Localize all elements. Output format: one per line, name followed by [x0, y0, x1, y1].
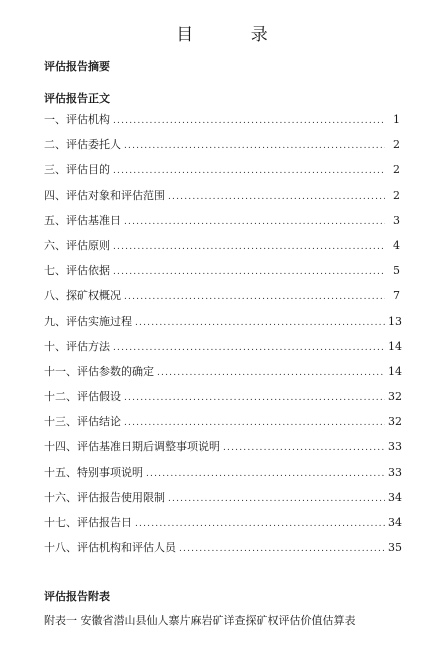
toc-entry[interactable] — [44, 137, 400, 162]
toc-entry-page: 7 — [393, 289, 400, 303]
dot-leader — [157, 365, 385, 381]
dot-leader — [113, 163, 385, 179]
toc-entry-label: 六、评估原则 — [44, 238, 110, 252]
toc-entry-label: 五、评估基准日 — [44, 213, 121, 227]
toc-entry-label: 十一、评估参数的确定 — [44, 364, 154, 378]
toc-entry-label: 三、评估目的 — [44, 163, 110, 177]
toc-entry-page: 1 — [393, 113, 400, 126]
main-heading: 评估报告正文 — [44, 92, 110, 105]
toc-entry-page: 32 — [388, 415, 402, 429]
toc-entry-label: 八、探矿权概况 — [44, 289, 121, 303]
toc-entry[interactable] — [44, 263, 400, 288]
toc-entry-page: 33 — [388, 465, 402, 479]
dot-leader — [124, 138, 385, 154]
toc-entry[interactable] — [44, 465, 400, 490]
dot-leader — [124, 214, 385, 230]
toc-entry-label: 十三、评估结论 — [44, 415, 121, 429]
appendix-item[interactable]: 附表一 安徽省潜山县仙人寨片麻岩矿详查探矿权评估价值估算表 — [44, 614, 356, 627]
toc-entry[interactable] — [44, 439, 400, 464]
toc-entry-page: 35 — [388, 541, 402, 555]
toc-entry[interactable] — [44, 288, 400, 313]
toc-entry-label: 十四、评估基准日期后调整事项说明 — [44, 440, 220, 454]
toc-entry-page: 2 — [393, 188, 400, 202]
toc-entry-label: 十二、评估假设 — [44, 390, 121, 404]
toc-entry-label: 十、评估方法 — [44, 339, 110, 353]
toc-entry[interactable] — [44, 389, 400, 414]
toc-entry-page: 33 — [388, 440, 402, 454]
toc-entry-label: 七、评估依据 — [44, 264, 110, 278]
toc-entry-page: 5 — [393, 264, 400, 278]
toc-entry[interactable] — [44, 188, 400, 213]
dot-leader — [135, 315, 385, 331]
toc-entry-page: 14 — [388, 339, 402, 353]
toc-entry-label: 九、评估实施过程 — [44, 314, 132, 328]
toc-entry-page: 14 — [388, 364, 402, 378]
toc-entry-page: 34 — [388, 516, 402, 529]
dot-leader — [124, 289, 385, 305]
appendix-heading: 评估报告附表 — [44, 590, 110, 603]
dot-leader — [113, 340, 385, 356]
toc-entry-page: 3 — [393, 213, 400, 227]
toc-entry-page: 34 — [388, 490, 402, 504]
summary-heading: 评估报告摘要 — [44, 60, 110, 73]
toc-entry[interactable] — [44, 339, 400, 364]
dot-leader — [113, 239, 385, 255]
dot-leader — [113, 113, 385, 129]
dot-leader — [168, 491, 385, 507]
dot-leader — [124, 390, 385, 406]
toc-entry[interactable] — [44, 414, 400, 439]
toc-entry-page: 2 — [393, 138, 400, 152]
toc-entry-label: 十八、评估机构和评估人员 — [44, 541, 176, 555]
table-of-contents — [44, 112, 400, 565]
toc-entry-label: 二、评估委托人 — [44, 138, 121, 152]
toc-entry-page: 13 — [388, 314, 402, 328]
page-title: 目 录 — [176, 25, 294, 45]
toc-entry-page: 2 — [393, 163, 400, 177]
toc-entry-label: 四、评估对象和评估范围 — [44, 188, 165, 202]
toc-entry[interactable] — [44, 490, 400, 515]
toc-entry[interactable] — [44, 515, 400, 540]
toc-entry-label: 十六、评估报告使用限制 — [44, 490, 165, 504]
dot-leader — [223, 440, 385, 456]
toc-entry-label: 一、评估机构 — [44, 113, 110, 126]
toc-entry[interactable] — [44, 213, 400, 238]
dot-leader — [135, 516, 385, 532]
toc-entry-label: 十七、评估报告日 — [44, 516, 132, 529]
toc-entry-page: 32 — [388, 390, 402, 404]
dot-leader — [113, 264, 385, 280]
dot-leader — [168, 189, 385, 205]
toc-entry-page: 4 — [393, 238, 400, 252]
toc-entry[interactable] — [44, 112, 400, 137]
toc-entry-label: 十五、特别事项说明 — [44, 465, 143, 479]
toc-entry[interactable] — [44, 540, 400, 565]
dot-leader — [124, 415, 385, 431]
toc-entry[interactable] — [44, 162, 400, 187]
dot-leader — [179, 541, 385, 557]
dot-leader — [146, 466, 385, 482]
toc-entry[interactable] — [44, 314, 400, 339]
toc-entry[interactable] — [44, 364, 400, 389]
toc-entry[interactable] — [44, 238, 400, 263]
